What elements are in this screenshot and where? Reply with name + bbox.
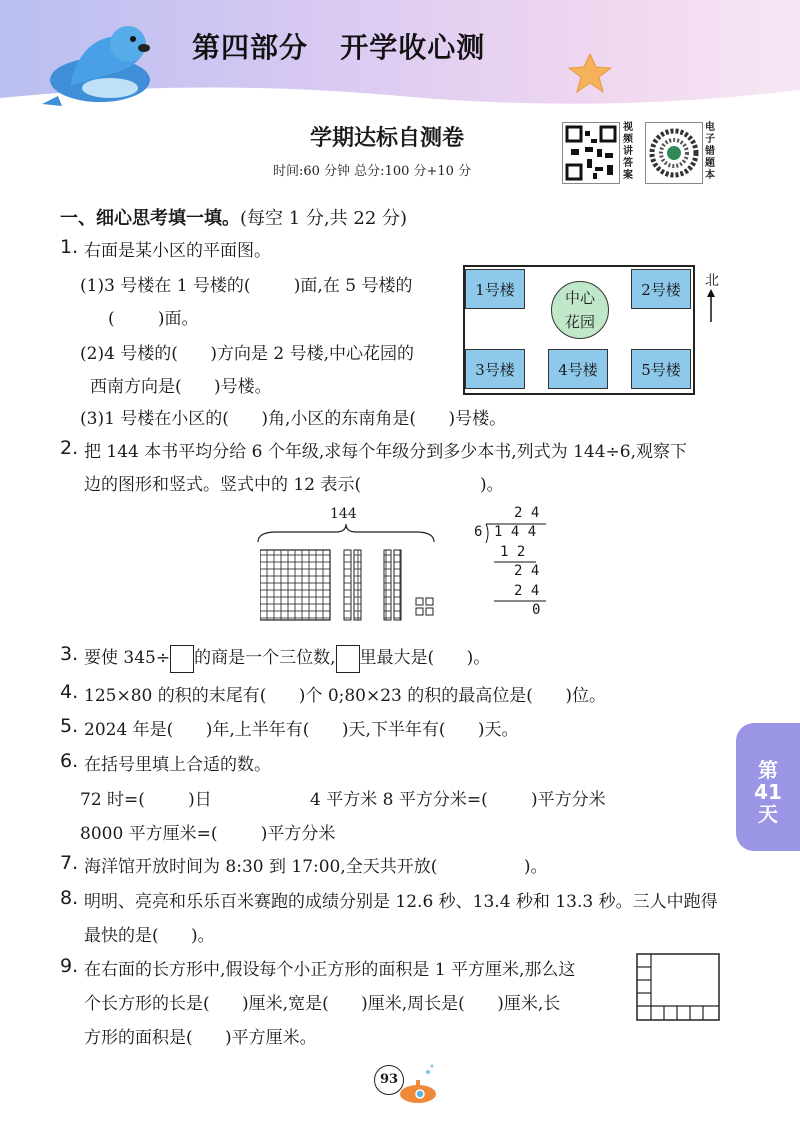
question-number: 8.: [60, 887, 79, 909]
building-5: 5号楼: [631, 349, 691, 389]
qr-label-errorbook: 电子错题本: [705, 122, 715, 181]
answer-box[interactable]: [336, 645, 360, 673]
q1-text: 右面是某小区的平面图。: [84, 241, 271, 261]
q5-text: 2024 年是( )年,上半年有( )天,下半年有( )天。: [84, 720, 519, 740]
building-1: 1号楼: [465, 269, 525, 309]
section-title: 第四部分 开学收心测: [192, 31, 486, 64]
q2-line1: 把 144 本书平均分给 6 个年级,求每个年级分到多少本书,列式为 144÷6,观察下: [84, 442, 688, 462]
garden-label-1: 中心: [564, 289, 595, 307]
q7-text: 海洋馆开放时间为 8:30 到 17:00,全天共开放( )。: [84, 857, 548, 877]
part-heading-text: 一、细心思考填一填。: [60, 208, 240, 229]
north-arrow-icon: [704, 288, 718, 324]
day-tab-line1: 第: [758, 758, 778, 782]
q1-sub1-line1: (1)3 号楼在 1 号楼的( )面,在 5 号楼的: [80, 276, 413, 296]
qr-label-video: 视频讲答案: [623, 122, 633, 181]
question-number: 3.: [60, 643, 79, 665]
page-number: 93: [374, 1065, 404, 1095]
day-side-tab: [736, 723, 800, 851]
base-ten-blocks-figure: [260, 548, 440, 624]
north-label: 北: [705, 273, 719, 289]
part-heading: [60, 204, 407, 230]
q3-part-c: 里最大是( )。: [359, 648, 491, 668]
q9-line3: 方形的面积是( )平方厘米。: [84, 1028, 317, 1048]
division-quotient: 2 4: [514, 505, 540, 521]
brace-label: 144: [330, 506, 357, 522]
division-step3: 2 4: [514, 583, 540, 599]
q6-text: 在括号里填上合适的数。: [84, 755, 271, 775]
error-book-qr-code[interactable]: [645, 122, 703, 184]
division-dividend: 1 4 4: [494, 524, 537, 540]
answer-box[interactable]: [170, 645, 194, 673]
q9-line1: 在右面的长方形中,假设每个小正方形的面积是 1 平方厘米,那么这: [84, 960, 576, 980]
q8-line2: 最快的是( )。: [84, 926, 215, 946]
starfish-icon: [567, 52, 613, 94]
garden-label-2: 花园: [564, 313, 595, 331]
q1-sub2-line2: 西南方向是( )号楼。: [90, 377, 272, 397]
division-divisor: 6: [474, 524, 483, 540]
q6-item-c: 8000 平方厘米=( )平方分米: [80, 824, 336, 844]
exam-title: 学期达标自测卷: [310, 126, 465, 151]
q8-line1: 明明、亮亮和乐乐百米赛跑的成绩分别是 12.6 秒、13.4 秒和 13.3 秒。三人中跑得: [84, 892, 718, 912]
q6-item-a: 72 时=( )日: [80, 790, 212, 810]
exam-meta: 时间:60 分钟 总分:100 分+10 分: [273, 164, 472, 179]
qr-code-icon: [563, 123, 619, 183]
day-tab-line3: 天: [758, 802, 778, 826]
division-remainder: 0: [532, 602, 541, 618]
question-number: 2.: [60, 437, 79, 459]
question-number: 4.: [60, 681, 79, 703]
curly-brace-icon: [256, 522, 436, 544]
community-map: [463, 265, 695, 395]
q6-item-b: 4 平方米 8 平方分米=( )平方分米: [310, 790, 606, 810]
part-heading-note: (每空 1 分,共 22 分): [240, 208, 408, 229]
q1-sub1-line2: ( )面。: [108, 309, 199, 329]
q2-line2: 边的图形和竖式。竖式中的 12 表示( )。: [84, 475, 504, 495]
video-answer-qr-code[interactable]: [562, 122, 620, 184]
q4-text: 125×80 的积的末尾有( )个 0;80×23 的积的最高位是( )位。: [84, 686, 606, 706]
q3-part-a: 要使 345÷: [84, 648, 171, 668]
qr-code-icon: [646, 123, 702, 183]
building-2: 2号楼: [631, 269, 691, 309]
division-lines: [470, 505, 550, 625]
q3-line: [84, 643, 490, 673]
question-number: 1.: [60, 236, 79, 258]
question-number: 6.: [60, 750, 79, 772]
q1-sub3: (3)1 号楼在小区的( )角,小区的东南角是( )号楼。: [80, 409, 507, 429]
division-step1: 1 2: [500, 544, 526, 560]
q3-part-b: 的商是一个三位数,: [194, 648, 336, 668]
long-division: [470, 505, 550, 625]
central-garden: [551, 281, 609, 339]
building-3: 3号楼: [465, 349, 525, 389]
q1-sub2-line1: (2)4 号楼的( )方向是 2 号楼,中心花园的: [80, 344, 415, 364]
building-4: 4号楼: [548, 349, 608, 389]
question-number: 5.: [60, 715, 79, 737]
rectangle-grid-figure: [636, 953, 722, 1023]
division-step2: 2 4: [514, 563, 540, 579]
question-number: 9.: [60, 955, 79, 977]
seal-mascot-icon: [40, 8, 180, 108]
q9-line2: 个长方形的长是( )厘米,宽是( )厘米,周长是( )厘米,长: [84, 994, 561, 1014]
question-number: 7.: [60, 852, 79, 874]
day-tab-line2: 41: [754, 780, 782, 804]
